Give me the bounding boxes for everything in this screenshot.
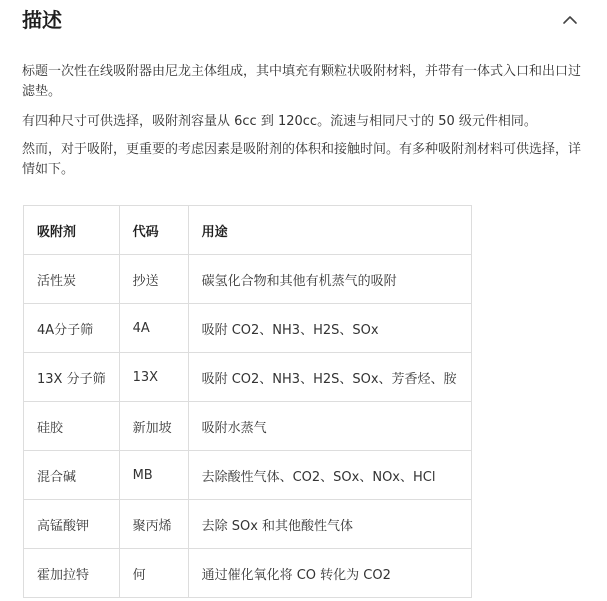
table-header-row — [24, 206, 472, 255]
table-cell: 去除酸性气体、CO2、SOx、NOx、HCl — [188, 451, 471, 500]
section-header — [22, 6, 582, 38]
table-row — [24, 402, 472, 451]
table-cell: 通过催化氧化将 CO 转化为 CO2 — [188, 549, 471, 598]
adsorbent-table-container — [23, 205, 472, 598]
table-cell: 碳氢化合物和其他有机蒸气的吸附 — [188, 255, 471, 304]
table-cell: 高锰酸钾 — [24, 500, 120, 549]
description-paragraph: 标题一次性在线吸附器由尼龙主体组成，其中填充有颗粒状吸附材料，并带有一体式入口和出口过滤垫。 — [22, 64, 582, 99]
table-cell: 混合碱 — [24, 451, 120, 500]
section-title: 描述 — [22, 8, 62, 32]
chevron-up-icon — [558, 8, 582, 32]
description-content — [22, 62, 587, 188]
table-cell: 13X 分子筛 — [24, 353, 120, 402]
table-cell: 去除 SOx 和其他酸性气体 — [188, 500, 471, 549]
table-cell: 吸附 CO2、NH3、H2S、SOx — [188, 304, 471, 353]
column-header: 用途 — [188, 206, 471, 255]
table-cell: 13X — [119, 353, 188, 402]
table-row — [24, 500, 472, 549]
table-row — [24, 549, 472, 598]
table-cell: 活性炭 — [24, 255, 120, 304]
table-cell: 霍加拉特 — [24, 549, 120, 598]
table-cell: 4A — [119, 304, 188, 353]
table-cell: MB — [119, 451, 188, 500]
column-header: 吸附剂 — [24, 206, 120, 255]
table-row — [24, 451, 472, 500]
adsorbent-table — [23, 205, 472, 598]
collapse-button[interactable] — [558, 8, 582, 32]
table-cell: 新加坡 — [119, 402, 188, 451]
table-row — [24, 255, 472, 304]
table-cell: 何 — [119, 549, 188, 598]
table-row — [24, 304, 472, 353]
table-cell: 抄送 — [119, 255, 188, 304]
table-cell: 4A分子筛 — [24, 304, 120, 353]
table-row — [24, 353, 472, 402]
description-paragraph: 然而，对于吸附，更重要的考虑因素是吸附剂的体积和接触时间。有多种吸附剂材料可供选择，详情如下。 — [22, 142, 582, 177]
table-cell: 吸附水蒸气 — [188, 402, 471, 451]
description-paragraph: 有四种尺寸可供选择，吸附剂容量从 6cc 到 120cc。流速与相同尺寸的 50 级元件相同。 — [22, 114, 537, 129]
column-header: 代码 — [119, 206, 188, 255]
table-cell: 吸附 CO2、NH3、H2S、SOx、芳香烃、胺 — [188, 353, 471, 402]
table-cell: 聚丙烯 — [119, 500, 188, 549]
table-cell: 硅胶 — [24, 402, 120, 451]
